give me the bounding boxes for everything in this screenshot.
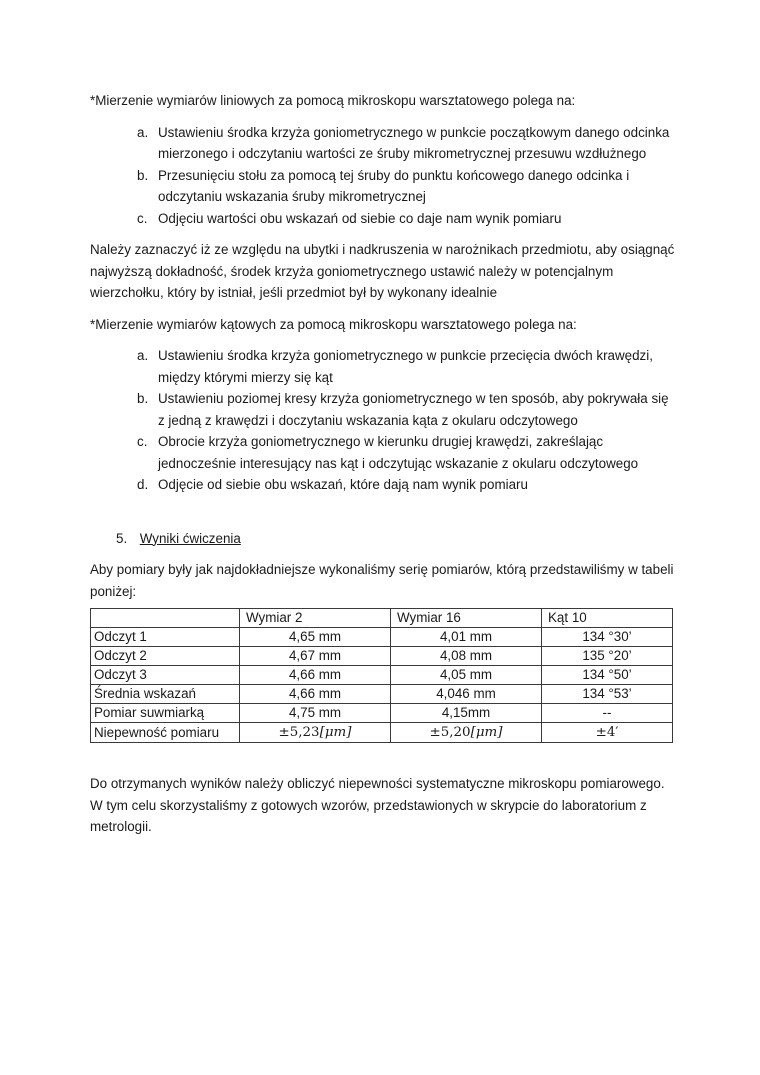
table-cell: 4,15mm <box>391 704 542 723</box>
table-cell: 4,67 mm <box>240 647 391 666</box>
list-marker: b. <box>137 391 149 406</box>
table-cell: 4,66 mm <box>240 685 391 704</box>
table-cell: 134 °30’ <box>542 628 673 647</box>
table-header-cell: Wymiar 2 <box>240 609 391 628</box>
conclusion-paragraph: Do otrzymanych wyników należy obliczyć niepewności systematyczne mikroskopu pomiarowego. W tym celu skorzystaliśmy z gotowych wzorów, przedstawionych w skrypcie do laboratorium z metrologii. <box>90 776 665 834</box>
table-row-uncertainty <box>91 723 673 743</box>
list-item-text: Ustawieniu środka krzyża goniometrycznego w punkcie przecięcia dwóch krawędzi, między którymi mierzy się kąt <box>158 348 653 385</box>
list-item <box>90 474 675 496</box>
uncertainty-unit: [μm] <box>470 725 503 740</box>
results-intro-paragraph: Aby pomiary były jak najdokładniejsze wykonaliśmy serię pomiarów, którą przedstawiliśmy w tabeli poniżej: <box>90 562 674 599</box>
row-label: Odczyt 3 <box>91 666 240 685</box>
table-cell: 4,08 mm <box>391 647 542 666</box>
list-marker: b. <box>137 167 149 183</box>
list-item-text: Obrocie krzyża goniometrycznego w kierunku drugiej krawędzi, zakreślając jednocześnie interesujący nas kąt i odczytując wskazanie z okularu odczytowego <box>158 434 639 471</box>
table-header-cell <box>91 609 240 628</box>
uncertainty-number: 5,20 <box>440 725 471 740</box>
table-header-cell: Wymiar 16 <box>391 609 542 628</box>
section-title: Wyniki ćwiczenia <box>139 530 241 546</box>
results-table <box>90 608 673 743</box>
list-item-text: Ustawieniu poziomej kresy krzyża goniometrycznego w ten sposób, aby pokrywała się z jedną z krawędzi i doczytaniu wskazania kąta z okularu odczytowego <box>158 391 669 428</box>
uncertainty-number: 4′ <box>606 725 619 740</box>
list-marker: c. <box>137 210 148 226</box>
linear-steps-list <box>90 122 675 230</box>
uncertainty-value <box>596 725 619 740</box>
plus-minus-sign: ± <box>278 725 290 740</box>
row-label: Odczyt 1 <box>91 628 240 647</box>
list-item-text: Ustawieniu środka krzyża goniometrycznego w punkcie początkowym danego odcinka mierzonego i odczytaniu wartości ze śruby mikrometrycznej przesuwu wzdłużnego <box>158 124 670 161</box>
table-cell <box>240 723 391 743</box>
angular-steps-list <box>90 345 675 496</box>
uncertainty-number: 5,23 <box>289 725 320 740</box>
list-item <box>90 122 675 165</box>
row-label: Odczyt 2 <box>91 647 240 666</box>
list-marker: d. <box>137 477 149 492</box>
list-marker: c. <box>137 434 148 449</box>
table-row <box>91 628 673 647</box>
uncertainty-value <box>279 725 352 740</box>
list-item <box>90 431 675 474</box>
row-label: Średnia wskazań <box>91 685 240 704</box>
table-cell: 4,65 mm <box>240 628 391 647</box>
table-header-cell: Kąt 10 <box>542 609 673 628</box>
table-row <box>91 647 673 666</box>
table-cell: 135 °20’ <box>542 647 673 666</box>
table-cell <box>542 723 673 743</box>
uncertainty-value <box>430 725 503 740</box>
linear-note-paragraph: Należy zaznaczyć iż ze względu na ubytki i nadkruszenia w narożnikach przedmiotu, aby osiągnąć najwyższą dokładność, środek krzyża goniometrycznego ustawić należy w potencjalnym wierzchołku, który by istniał, jeśli przedmiot był by wykonany idealnie <box>90 242 675 300</box>
plus-minus-sign: ± <box>429 725 441 740</box>
table-header-row <box>91 609 673 628</box>
list-item-text: Przesunięciu stołu za pomocą tej śruby do punktu końcowego danego odcinka i odczytaniu wskazania śruby mikrometrycznej <box>158 167 630 204</box>
table-row <box>91 685 673 704</box>
row-label: Niepewność pomiaru <box>91 723 240 743</box>
table-cell: 134 °50’ <box>542 666 673 685</box>
list-marker: a. <box>137 124 149 140</box>
table-row <box>91 704 673 723</box>
row-label: Pomiar suwmiarką <box>91 704 240 723</box>
table-cell: -- <box>542 704 673 723</box>
table-cell: 4,66 mm <box>240 666 391 685</box>
table-cell: 134 °53’ <box>542 685 673 704</box>
table-cell: 4,05 mm <box>391 666 542 685</box>
table-row <box>91 666 673 685</box>
table-cell: 4,75 mm <box>240 704 391 723</box>
list-item <box>90 208 675 230</box>
table-cell: 4,01 mm <box>391 628 542 647</box>
table-cell: 4,046 mm <box>391 685 542 704</box>
list-item <box>90 165 675 208</box>
table-cell <box>391 723 542 743</box>
linear-measurement-intro: *Mierzenie wymiarów liniowych za pomocą mikroskopu warsztatowego polega na: <box>90 93 576 108</box>
list-marker: a. <box>137 348 149 363</box>
list-item <box>90 388 675 431</box>
list-item <box>90 345 675 388</box>
section-number: 5. <box>116 530 128 546</box>
document-page <box>90 90 675 838</box>
angular-measurement-intro: *Mierzenie wymiarów kątowych za pomocą mikroskopu warsztatowego polega na: <box>90 316 577 332</box>
plus-minus-sign: ± <box>595 725 607 740</box>
section-heading <box>90 528 675 550</box>
list-item-text: Odjęcie od siebie obu wskazań, które dają nam wynik pomiaru <box>158 477 528 492</box>
uncertainty-unit: [μm] <box>319 725 352 740</box>
list-item-text: Odjęciu wartości obu wskazań od siebie co daje nam wynik pomiaru <box>158 210 562 226</box>
